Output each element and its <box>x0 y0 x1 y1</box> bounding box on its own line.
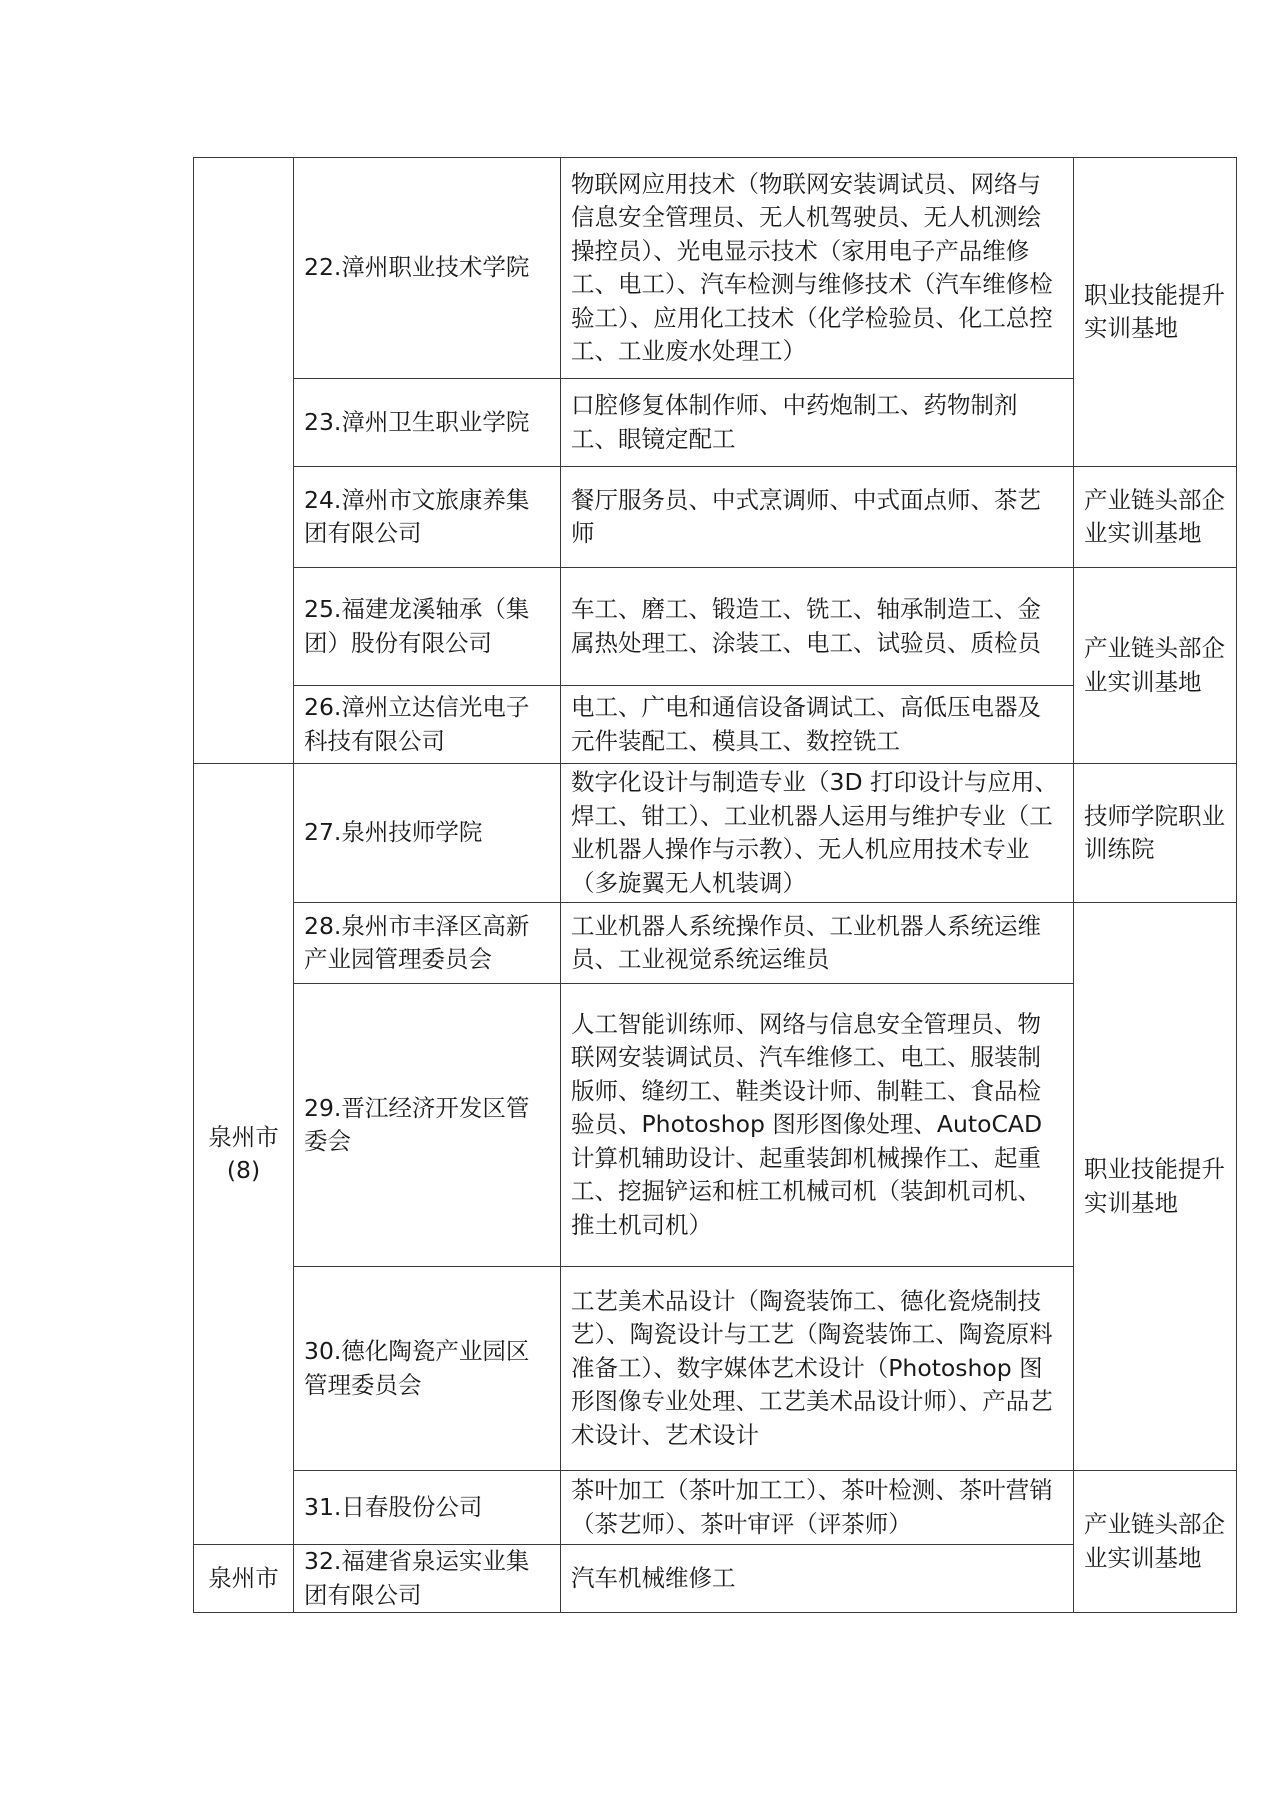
table-row <box>194 568 1237 686</box>
table-row <box>194 158 1237 379</box>
institution-cell: 30.德化陶瓷产业园区管理委员会 <box>294 1267 561 1471</box>
programs-cell: 口腔修复体制作师、中药炮制工、药物制剂工、眼镜定配工 <box>561 379 1074 467</box>
institution-cell: 32.福建省泉运实业集团有限公司 <box>294 1545 561 1613</box>
programs-cell: 工艺美术品设计（陶瓷装饰工、德化瓷烧制技艺）、陶瓷设计与工艺（陶瓷装饰工、陶瓷原料准备工）、数字媒体艺术设计（Photoshop 图形图像专业处理、工艺美术品设计师）、产品艺术设计、艺术设计 <box>561 1267 1074 1471</box>
programs-cell: 数字化设计与制造专业（3D 打印设计与应用、焊工、钳工）、工业机器人运用与维护专业（工业机器人操作与示教）、无人机应用技术专业（多旋翼无人机装调） <box>561 764 1074 903</box>
base-type-cell: 技师学院职业训练院 <box>1074 764 1237 903</box>
programs-cell: 茶叶加工（茶叶加工工）、茶叶检测、茶叶营销（茶艺师）、茶叶审评（评茶师） <box>561 1471 1074 1545</box>
institution-cell: 23.漳州卫生职业学院 <box>294 379 561 467</box>
programs-cell: 车工、磨工、锻造工、铣工、轴承制造工、金属热处理工、涂装工、电工、试验员、质检员 <box>561 568 1074 686</box>
region-cell <box>194 158 294 764</box>
base-type-cell: 产业链头部企业实训基地 <box>1074 568 1237 764</box>
institution-cell: 22.漳州职业技术学院 <box>294 158 561 379</box>
institution-cell: 24.漳州市文旅康养集团有限公司 <box>294 467 561 568</box>
region-cell: 泉州市(8) <box>194 764 294 1545</box>
base-type-cell: 产业链头部企业实训基地 <box>1074 467 1237 568</box>
base-type-cell: 职业技能提升实训基地 <box>1074 158 1237 467</box>
institution-cell: 25.福建龙溪轴承（集团）股份有限公司 <box>294 568 561 686</box>
table-row <box>194 1471 1237 1545</box>
institution-cell: 31.日春股份公司 <box>294 1471 561 1545</box>
programs-cell: 餐厅服务员、中式烹调师、中式面点师、茶艺师 <box>561 467 1074 568</box>
programs-cell: 电工、广电和通信设备调试工、高低压电器及元件装配工、模具工、数控铣工 <box>561 686 1074 764</box>
institution-cell: 28.泉州市丰泽区高新产业园管理委员会 <box>294 903 561 984</box>
programs-cell: 工业机器人系统操作员、工业机器人系统运维员、工业视觉系统运维员 <box>561 903 1074 984</box>
table-row <box>194 467 1237 568</box>
base-type-cell: 职业技能提升实训基地 <box>1074 903 1237 1471</box>
base-type-cell: 产业链头部企业实训基地 <box>1074 1471 1237 1613</box>
institution-cell: 27.泉州技师学院 <box>294 764 561 903</box>
programs-cell: 物联网应用技术（物联网安装调试员、网络与信息安全管理员、无人机驾驶员、无人机测绘操控员）、光电显示技术（家用电子产品维修工、电工）、汽车检测与维修技术（汽车维修检验工）、应用化工技术（化学检验员、化工总控工、工业废水处理工） <box>561 158 1074 379</box>
table-row <box>194 764 1237 903</box>
region-cell: 泉州市 <box>194 1545 294 1613</box>
table-row <box>194 903 1237 984</box>
institution-cell: 29.晋江经济开发区管委会 <box>294 984 561 1267</box>
training-base-table <box>193 157 1237 1613</box>
programs-cell: 汽车机械维修工 <box>561 1545 1074 1613</box>
institution-cell: 26.漳州立达信光电子科技有限公司 <box>294 686 561 764</box>
programs-cell: 人工智能训练师、网络与信息安全管理员、物联网安装调试员、汽车维修工、电工、服装制版师、缝纫工、鞋类设计师、制鞋工、食品检验员、Photoshop 图形图像处理、AutoCAD 计算机辅助设计、起重装卸机械操作工、起重工、挖掘铲运和桩工机械司机（装卸机司机、推土机司机） <box>561 984 1074 1267</box>
